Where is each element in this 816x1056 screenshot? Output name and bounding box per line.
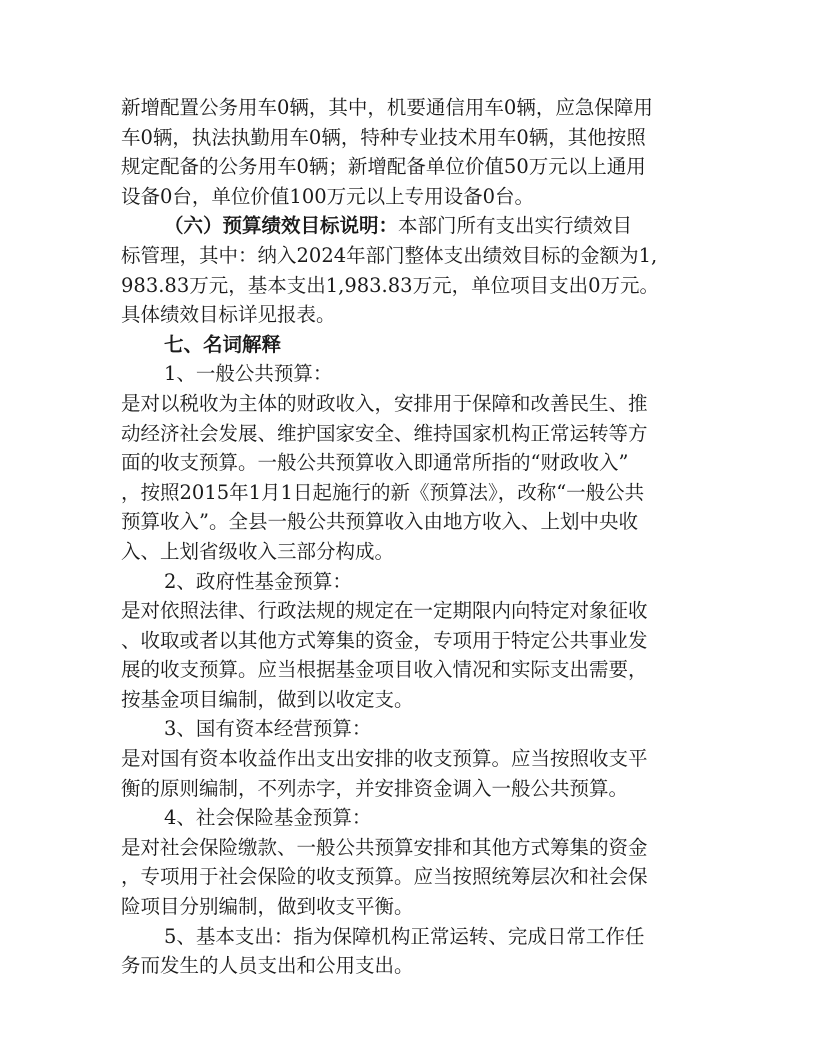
paragraph-line: 预算收入”。全县一般公共预算收入由地方收入、上划中央收 (121, 510, 638, 534)
paragraph-line: ，按照2015年1月1日起施行的新《预算法》，改称“一般公共 (121, 480, 645, 504)
section-title: 七、名词解释 (164, 332, 282, 356)
term-title: 1、一般公共预算： (164, 362, 333, 386)
term-title: 3、国有资本经营预算： (164, 717, 372, 741)
paragraph-line: 、收取或者以其他方式筹集的资金，专项用于特定公共事业发 (121, 628, 648, 652)
perf-heading: （六）预算绩效目标说明： (164, 214, 399, 238)
paragraph-line: 是对国有资本收益作出支出安排的收支预算。应当按照收支平 (121, 747, 648, 771)
paragraph-line: ，专项用于社会保险的收支预算。应当按照统筹层次和社会保 (121, 865, 648, 889)
document-page (121, 93, 701, 981)
paragraph-line: 是对社会保险缴款、一般公共预算安排和其他方式筹集的资金 (121, 835, 648, 859)
term-title: 5、基本支出：指为保障机构正常运转、完成日常工作任 (164, 924, 645, 948)
paragraph-line: 务而发生的人员支出和公用支出。 (121, 954, 414, 978)
paragraph-line: 展的收支预算。应当根据基金项目收入情况和实际支出需要， (121, 658, 648, 682)
term-title: 2、政府性基金预算： (164, 569, 352, 593)
perf-text: 本部门所有支出实行绩效目 (398, 214, 633, 238)
perf-heading-line (121, 211, 701, 241)
paragraph-line: 规定配备的公务用车0辆；新增配备单位价值50万元以上通用 (121, 155, 646, 179)
paragraph-line: 具体绩效目标详见报表。 (121, 303, 336, 327)
paragraph-line: 动经济社会发展、维护国家安全、维持国家机构正常运转等方 (121, 421, 648, 445)
paragraph-line: 入、上划省级收入三部分构成。 (121, 539, 395, 563)
paragraph-line: 设备0台，单位价值100万元以上专用设备0台。 (121, 184, 535, 208)
paragraph-line: 险项目分别编制，做到收支平衡。 (121, 895, 414, 919)
paragraph-line: 新增配置公务用车0辆，其中，机要通信用车0辆，应急保障用 (121, 96, 653, 119)
term-title: 4、社会保险基金预算： (164, 806, 372, 830)
paragraph-line: 面的收支预算。一般公共预算收入即通常所指的“财政收入” (121, 451, 629, 475)
paragraph-line: 衡的原则编制，不列赤字，并安排资金调入一般公共预算。 (121, 776, 629, 800)
paragraph-line: 按基金项目编制，做到以收定支。 (121, 687, 414, 711)
paragraph-line: 标管理，其中：纳入2024年部门整体支出绩效目标的金额为1, (121, 243, 658, 267)
paragraph-line: 是对依照法律、行政法规的规定在一定期限内向特定对象征收 (121, 599, 648, 623)
paragraph-line: 车0辆，执法执勤用车0辆，特种专业技术用车0辆，其他按照 (121, 125, 646, 149)
paragraph-line: 983.83万元，基本支出1,983.83万元，单位项目支出0万元。 (121, 273, 659, 297)
paragraph-line: 是对以税收为主体的财政收入，安排用于保障和改善民生、推 (121, 391, 648, 415)
